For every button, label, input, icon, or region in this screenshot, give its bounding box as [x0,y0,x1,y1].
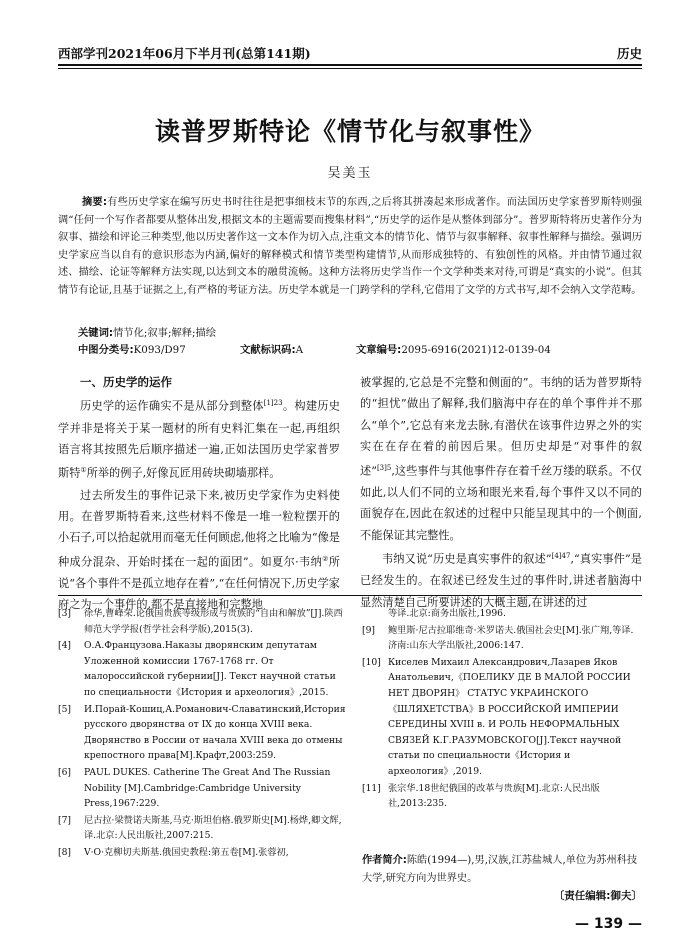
article-title: 读普罗斯特论《情节化与叙事性》 [154,117,545,146]
body-column-right [360,372,642,613]
page-number: — 139 — [575,916,642,932]
reference-list-left [58,606,350,862]
article-number-value: 2095-6916(2021)12-0139-04 [401,344,551,356]
reference-item: 等译.北京:商务出版社,1996. [388,608,506,619]
abstract-label: 摘要: [82,197,107,208]
document-code [240,341,303,356]
doc-code-label: 文献标识码: [240,344,296,356]
author-name: 吴美玉 [327,166,373,181]
reference-item: [3] 徐华,曹峰荣.论俄国贵族等级形成与贵族的“自由和解放”[J].陕西师范大学学报(哲学社会科学版),2015(3). [58,608,343,635]
running-header [58,44,642,66]
citation: [3]5 [376,463,392,472]
reference-item: [4] О.А.Французова.Наказы дворянским депутатам Уложенной комиссии 1767-1768 гг. От малороссийской губернии[J]. Текст научной статьи по специальности《История и археология》,2015. [58,640,336,698]
paragraph: 过去所发生的事件记录下来,被历史学家作为史料使用。在普罗斯特看来,这些材料不像是一堆一粒粒摆开的小石子,可以拾起就用而毫无任何顾虑,他将之比喻为“像是种成分混杂、开始时揉在一起的面团”。如夏尔·韦纳②所说“各个事件不是孤立地存在着”,“在任何情况下,历史学家府之为一个事件的,都不是直接地和完整地 [58,488,340,612]
footnote-mark: ① [80,466,87,475]
reference-item: [5] И.Порай-Кошиц,А.Романович-Славатинский,История русского дворянства от IX до конца XVIII века. Дворянство в России от начала XVIII века до отмены крепостного права[M].Крафт,2003:259. [58,703,346,762]
reference-item: [9] 鲍里斯·尼古拉耶维奇·米罗诺夫.俄国社会史[M].张广翔,等译.济南:山东大学出版社,2006:147. [362,624,634,652]
keywords [78,324,216,339]
section-name: 历史 [616,46,642,61]
keywords-text: 情节化;叙事;解释;描绘 [113,327,217,339]
journal-name: 西部学刊2021年06月下半月刊(总第141期) [58,46,311,61]
keywords-label: 关键词: [78,327,114,339]
article-number [356,341,551,356]
article-number-label: 文章编号: [356,344,402,356]
paragraph: 韦纳又说“历史是真实事件的叙述”$^{[4]47}$,“真实事件”是已经发生的。在叙述已经发生过的事件时,讲述者脑海中显然清楚自己所要讲述的大概主题,在讲述的过 [360,551,642,609]
body-column-left [58,372,340,616]
reference-item: [11] 张宗华.18世纪俄国的改革与贵族[M].北京:人民出版社,2013:235. [362,782,600,810]
paragraph: 被掌握的,它总是不完整和侧面的”。韦纳的话为普罗斯特的“担忧”做出了解释,我们脑海中存在的单个事件并不那么“单个”,它总有来龙去脉,有潜伏在该事件边界之外的实实在在存在着的前因后果。但历史却是“对事件的叙述”$^{[3]5}$,这些事件与其他事件存在着千丝万缕的联系。不仅如此,以人们不同的立场和眼光来看,每个事件又以不同的面貌存在,因此在叙述的过程中只能呈现其中的一个侧面,不能保证其完整性。 [360,376,642,542]
author-bio-label: 作者简介: [362,855,407,866]
section-heading: 一、历史学的运作 [80,375,172,389]
citation: [1]23 [263,399,283,408]
reference-item: [7] 尼古拉·梁赞诺夫斯基,马克·斯坦伯格.俄罗斯史[M].杨烨,卿文辉,译.北京:人民出版社,2007:215. [58,814,342,842]
classification-value: K093/D97 [133,344,186,356]
classification-number [78,341,186,356]
reference-item: [6] PAUL DUKES. Catherine The Great And The Russian Nobility [M].Cambridge:Cambridge University Press,1967:229. [58,766,331,810]
abstract [58,194,642,299]
paragraph: 历史学的运作确实不是从部分到整体$^{[1]23}$。构建历史学并非是将关于某一题材的所有史料汇集在一起,再组织语言将其按照先后顺序描述一遍,正如法国历史学家普罗斯特①所举的例子,好像瓦匠用砖块砌墙那样。 [58,399,340,481]
header-rule [58,68,642,69]
citation: [4]47 [551,551,571,560]
author-bio-text: 陈皓(1994—),男,汉族,江苏盐城人,单位为苏州科技大学,研究方向为世界史。 [362,855,638,884]
classification-label: 中图分类号: [78,344,134,356]
footnote-mark: ② [322,554,329,563]
abstract-text: 有些历史学家在编写历史书时往往是把事细枝末节的东西,之后将其拼凑起来形成著作。而法国历史学家普罗斯特则强调“任何一个写作者都要从整体出发,根据文本的主题需要而搜集材料”,“历史学的运作是从整体到部分”。普罗斯特将历史著作分为叙事、描绘和评论三种类型,他以历史著作这一文本作为切入点,注重文本的情节化、情节与叙事解释、叙事性解释与描绘。强调历史学家应当以自有的意识形态为内涵,偏好的解释模式和情节类型构建情节,从而形成独特的、有独创性的风格。并由情节通过叙述、描绘、论证等解释方法实现,以达到文本的融贯流畅。这种方法将历史学当作一个文学种类来对待,可谓是“真实的小说”。但其情节有论证,且基于证据之上,有严格的考证方法。历史学本就是一门跨学科的学科,它借用了文学的方式书写,却不会纳入文学范畴。 [58,197,642,296]
reference-item: [8] V·O·克柳切夫斯基.俄国史教程:第五卷[M].张蓉初, [58,846,289,858]
responsible-editor: 〔责任编辑:御夫〕 [553,890,642,902]
reference-list-right [362,606,642,813]
reference-item: [10] Киселев Михаил Александрович,Лазарев Яков Анатольевич,《ПОЕЛИКУ ДЕ В МАЛОЙ РОССИИ НЕТ ДВОРЯН》 СТАТУС УКРАИНСКОГО《ШЛЯХЕТСТВА》В РОССИЙСКОЙ ИМПЕРИИ СЕРЕДИНЫ XVIII в. И РОЛЬ НЕФОРМАЛЬНЫХ СВЯЗЕЙ К.Г.РАЗУМОВСКОГО[J].Текст научной статьи по специальности《История и археология》,2019. [362,656,631,777]
author-bio [362,852,642,888]
doc-code-value: A [295,344,304,356]
references-rule [58,595,642,596]
